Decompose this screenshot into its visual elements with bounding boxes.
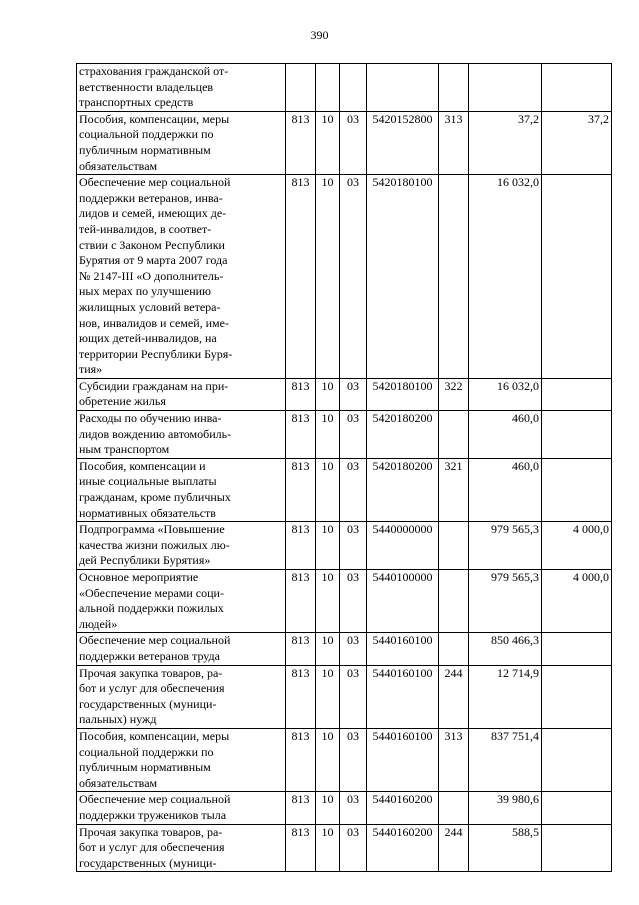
table-row [77,633,612,665]
section-code-cell [316,728,340,791]
amount-cell [469,411,542,459]
amount-text: 460,0 [512,458,539,473]
row-name-cell [77,458,286,521]
amount-text: 37,2 [518,111,539,126]
expense-type-text: 244 [444,665,463,680]
subsection-code-cell [340,570,367,633]
section-code-cell [316,411,340,459]
ministry-code-cell [286,378,316,410]
amount-federal-cell [542,64,612,112]
ministry-code-cell [286,111,316,174]
subsection-code-cell [340,111,367,174]
subsection-code-text: 03 [347,792,359,807]
row-name-text: Расходы по обучению инва- лидов вождению автомобиль- ным транспортом [79,411,232,457]
section-code-cell [316,792,340,824]
amount-text: 16 032,0 [497,175,539,190]
ministry-code-cell [286,522,316,570]
ministry-code-text: 813 [291,633,310,648]
amount-cell [469,175,542,379]
row-name-text: Субсидии гражданам на при- обретение жилья [79,378,229,409]
subsection-code-cell [340,378,367,410]
target-article-cell [367,378,439,410]
subsection-code-text: 03 [347,633,359,648]
ministry-code-cell [286,792,316,824]
expense-type-cell [439,792,469,824]
amount-cell [469,378,542,410]
ministry-code-text: 813 [291,570,310,584]
amount-cell [469,64,542,112]
ministry-code-cell [286,728,316,791]
section-code-text: 10 [321,111,334,126]
target-article-cell [367,522,439,570]
page-number: 390 [310,28,329,42]
ministry-code-cell [286,633,316,665]
row-name-text: Обеспечение мер социальной поддержки ветеранов труда [79,633,231,663]
expense-type-cell [439,175,469,379]
target-article-cell [367,665,439,728]
amount-cell [469,824,542,872]
target-article-text: 5420180200 [372,411,433,426]
ministry-code-cell [286,458,316,521]
amount-cell [469,111,542,174]
amount-text: 16 032,0 [497,378,539,393]
amount-text: 39 980,6 [497,792,539,807]
target-article-cell [367,458,439,521]
amount-cell [469,792,542,824]
section-code-text: 10 [321,728,334,743]
subsection-code-text: 03 [347,728,359,743]
section-code-cell [316,633,340,665]
expense-type-cell [439,111,469,174]
row-name-text: Подпрограмма «Повышение качества жизни пожилых лю- дей Республики Бурятия» [79,522,230,568]
expense-type-cell [439,458,469,521]
subsection-code-text: 03 [347,175,359,190]
amount-text: 850 466,3 [491,633,539,648]
subsection-code-cell [340,665,367,728]
section-code-text: 10 [321,792,334,807]
target-article-text: 5420180200 [372,458,433,473]
table-row [77,728,612,791]
table-row [77,522,612,570]
amount-federal-cell [542,522,612,570]
ministry-code-cell [286,570,316,633]
amount-cell [469,458,542,521]
target-article-cell [367,824,439,872]
budget-table [76,63,612,872]
amount-federal-cell [542,728,612,791]
table-body [77,64,612,872]
target-article-text: 5440160200 [372,792,433,807]
ministry-code-cell [286,64,316,112]
subsection-code-cell [340,522,367,570]
amount-federal-cell [542,378,612,410]
row-name-cell [77,411,286,459]
ministry-code-text: 813 [291,458,310,473]
ministry-code-text: 813 [291,824,310,839]
subsection-code-text: 03 [347,665,359,680]
amount-text: 979 565,3 [491,570,539,584]
row-name-cell [77,175,286,379]
row-name-text: Основное мероприятие «Обеспечение мерами соци- альной поддержки пожилых людей» [79,570,224,631]
amount-text: 588,5 [512,824,539,839]
subsection-code-text: 03 [347,824,359,839]
row-name-cell [77,824,286,872]
section-code-text: 10 [321,458,334,473]
amount-cell [469,728,542,791]
section-code-text: 10 [321,522,334,537]
row-name-text: Пособия, компенсации, меры социальной поддержки по публичным нормативным обязательствам [79,111,230,173]
target-article-cell [367,411,439,459]
table-row [77,824,612,872]
section-code-cell [316,378,340,410]
amount-cell [469,665,542,728]
section-code-text: 10 [321,570,334,584]
table-row [77,175,612,379]
ministry-code-text: 813 [291,522,310,537]
amount-federal-cell [542,111,612,174]
expense-type-cell [439,378,469,410]
amount-cell [469,633,542,665]
subsection-code-cell [340,458,367,521]
subsection-code-text: 03 [347,111,359,126]
row-name-cell [77,522,286,570]
target-article-text: 5440100000 [372,570,433,584]
expense-type-cell [439,728,469,791]
expense-type-cell [439,411,469,459]
row-name-cell [77,378,286,410]
table-row [77,792,612,824]
ministry-code-cell [286,175,316,379]
ministry-code-text: 813 [291,111,310,126]
row-name-cell [77,665,286,728]
row-name-text: Обеспечение мер социальной поддержки тружеников тыла [79,792,231,822]
target-article-text: 5440160100 [372,665,433,680]
amount-federal-text: 37,2 [588,111,609,126]
section-code-cell [316,175,340,379]
target-article-cell [367,570,439,633]
expense-type-text: 313 [444,111,463,126]
amount-federal-cell [542,665,612,728]
amount-text: 460,0 [512,411,539,426]
row-name-text: Прочая закупка товаров, ра- бот и услуг для обеспечения государственных (муници- [79,824,225,870]
amount-text: 837 751,4 [491,728,539,743]
subsection-code-cell [340,633,367,665]
target-article-text: 5440160200 [372,824,433,839]
table-row [77,378,612,410]
section-code-text: 10 [321,824,334,839]
subsection-code-text: 03 [347,378,359,393]
subsection-code-text: 03 [347,522,359,537]
amount-federal-cell [542,824,612,872]
ministry-code-text: 813 [291,792,310,807]
row-name-cell [77,64,286,112]
amount-federal-text: 4 000,0 [573,570,609,584]
expense-type-cell [439,570,469,633]
row-name-text: Прочая закупка товаров, ра- бот и услуг для обеспечения государственных (муници- пальных) нужд [79,665,225,727]
row-name-cell [77,792,286,824]
expense-type-cell [439,522,469,570]
subsection-code-cell [340,824,367,872]
ministry-code-cell [286,665,316,728]
table-row [77,458,612,521]
subsection-code-cell [340,175,367,379]
amount-cell [469,570,542,633]
ministry-code-text: 813 [291,665,310,680]
section-code-cell [316,522,340,570]
section-code-cell [316,824,340,872]
amount-federal-cell [542,458,612,521]
row-name-text: Обеспечение мер социальной поддержки ветеранов, инва- лидов и семей, имеющих де- тей-инвалидов, в соответ- ствии с Законом Республики Бурятия от 9 марта 2007 года № 2147-III «О дополнитель- ных мерах по улучшению жилищных условий ветера- нов, инвалидов и семей, име- ющих детей-инвалидов, на территории Республики Буря- тия» [79,175,233,377]
section-code-cell [316,665,340,728]
table-row [77,411,612,459]
subsection-code-text: 03 [347,458,359,473]
ministry-code-cell [286,824,316,872]
section-code-text: 10 [321,411,334,426]
subsection-code-cell [340,64,367,112]
subsection-code-cell [340,411,367,459]
expense-type-cell [439,633,469,665]
section-code-text: 10 [321,378,334,393]
target-article-text: 5420180100 [372,175,433,190]
table-row [77,665,612,728]
amount-federal-cell [542,792,612,824]
amount-federal-cell [542,570,612,633]
row-name-text: Пособия, компенсации и иные социальные выплаты гражданам, кроме публичных нормативных обязательств [79,458,231,520]
ministry-code-cell [286,411,316,459]
subsection-code-cell [340,792,367,824]
row-name-cell [77,633,286,665]
expense-type-text: 244 [444,824,463,839]
table-row [77,570,612,633]
section-code-text: 10 [321,175,334,190]
expense-type-cell [439,665,469,728]
ministry-code-text: 813 [291,378,310,393]
expense-type-cell [439,64,469,112]
target-article-cell [367,633,439,665]
amount-cell [469,522,542,570]
row-name-cell [77,111,286,174]
table-row [77,111,612,174]
subsection-code-cell [340,728,367,791]
target-article-text: 5440160100 [372,633,433,648]
table-row [77,64,612,112]
target-article-cell [367,175,439,379]
target-article-text: 5440160100 [372,728,433,743]
target-article-text: 5440000000 [372,522,433,537]
amount-federal-cell [542,633,612,665]
expense-type-cell [439,824,469,872]
row-name-text: Пособия, компенсации, меры социальной поддержки по публичным нормативным обязательствам [79,728,230,790]
target-article-text: 5420152800 [372,111,433,126]
target-article-cell [367,792,439,824]
target-article-text: 5420180100 [372,378,433,393]
ministry-code-text: 813 [291,175,310,190]
row-name-cell [77,570,286,633]
amount-text: 979 565,3 [491,522,539,537]
subsection-code-text: 03 [347,411,359,426]
section-code-cell [316,111,340,174]
subsection-code-text: 03 [347,570,359,584]
section-code-cell [316,570,340,633]
target-article-cell [367,64,439,112]
target-article-cell [367,111,439,174]
ministry-code-text: 813 [291,411,310,426]
section-code-cell [316,64,340,112]
section-code-text: 10 [321,665,334,680]
amount-federal-text: 4 000,0 [573,522,609,537]
amount-text: 12 714,9 [497,665,539,680]
section-code-cell [316,458,340,521]
amount-federal-cell [542,175,612,379]
expense-type-text: 322 [444,378,463,393]
section-code-text: 10 [321,633,334,648]
ministry-code-text: 813 [291,728,310,743]
row-name-cell [77,728,286,791]
row-name-text: страхования гражданской от- ветственности владельцев транспортных средств [79,64,229,110]
amount-federal-cell [542,411,612,459]
expense-type-text: 313 [444,728,463,743]
target-article-cell [367,728,439,791]
expense-type-text: 321 [444,458,463,473]
